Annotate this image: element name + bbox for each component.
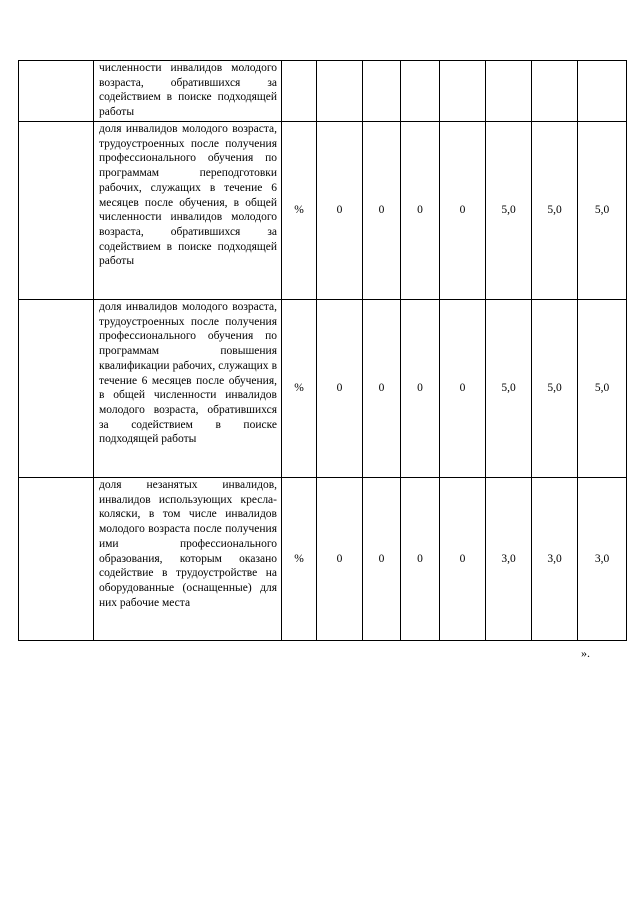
unit-cell: %: [282, 122, 317, 300]
value-cell: 0: [363, 122, 401, 300]
table-row: [19, 122, 627, 300]
value-cell: 0: [440, 478, 486, 641]
value-cell: [363, 61, 401, 122]
indicator-description: доля незанятых инвалидов, инвалидов использующих кресла-коляски, в том числе инвалидов молодого возраста после получения ими профессионального образования, которым оказано содействие в трудоустройстве на оборудованные (оснащенные) для них рабочие места: [94, 478, 282, 641]
indicator-description: доля инвалидов молодого возраста, трудоустроенных после получения профессионального обучения по программам повышения квалификации рабочих, служащих в течение 6 месяцев после обучения, в общей численности инвалидов молодого возраста, обратившихся за содействием в поиске подходящей работы: [94, 300, 282, 478]
value-cell: 0: [440, 122, 486, 300]
value-cell: 0: [363, 478, 401, 641]
value-cell: 0: [440, 300, 486, 478]
value-cell: 5,0: [532, 122, 578, 300]
value-cell: [317, 61, 363, 122]
indicator-description: численности инвалидов молодого возраста, обратившихся за содействием в поиске подходящей работы: [94, 61, 282, 122]
value-cell: 0: [317, 122, 363, 300]
row-number-cell: [19, 61, 94, 122]
value-cell: 3,0: [532, 478, 578, 641]
table-row: [19, 300, 627, 478]
value-cell: 0: [401, 478, 440, 641]
row-number-cell: [19, 478, 94, 641]
value-cell: 0: [317, 300, 363, 478]
value-cell: 0: [363, 300, 401, 478]
value-cell: [401, 61, 440, 122]
value-cell: 0: [317, 478, 363, 641]
value-cell: [486, 61, 532, 122]
table-row: [19, 478, 627, 641]
value-cell: [578, 61, 627, 122]
value-cell: 5,0: [532, 300, 578, 478]
value-cell: [440, 61, 486, 122]
indicators-table: [18, 60, 627, 641]
row-number-cell: [19, 300, 94, 478]
value-cell: 0: [401, 122, 440, 300]
value-cell: 5,0: [486, 122, 532, 300]
value-cell: 3,0: [578, 478, 627, 641]
row-number-cell: [19, 122, 94, 300]
table-row: [19, 61, 627, 122]
closing-quote-mark: ».: [581, 646, 590, 660]
value-cell: 0: [401, 300, 440, 478]
unit-cell: %: [282, 300, 317, 478]
value-cell: 5,0: [578, 300, 627, 478]
value-cell: [532, 61, 578, 122]
value-cell: 5,0: [486, 300, 532, 478]
unit-cell: %: [282, 478, 317, 641]
unit-cell: [282, 61, 317, 122]
indicator-description: доля инвалидов молодого возраста, трудоустроенных после получения профессионального обучения по программам переподготовки рабочих, служащих в течение 6 месяцев после обучения, в общей численности инвалидов молодого возраста, обратившихся за содействием в поиске подходящей работы: [94, 122, 282, 300]
value-cell: 5,0: [578, 122, 627, 300]
value-cell: 3,0: [486, 478, 532, 641]
